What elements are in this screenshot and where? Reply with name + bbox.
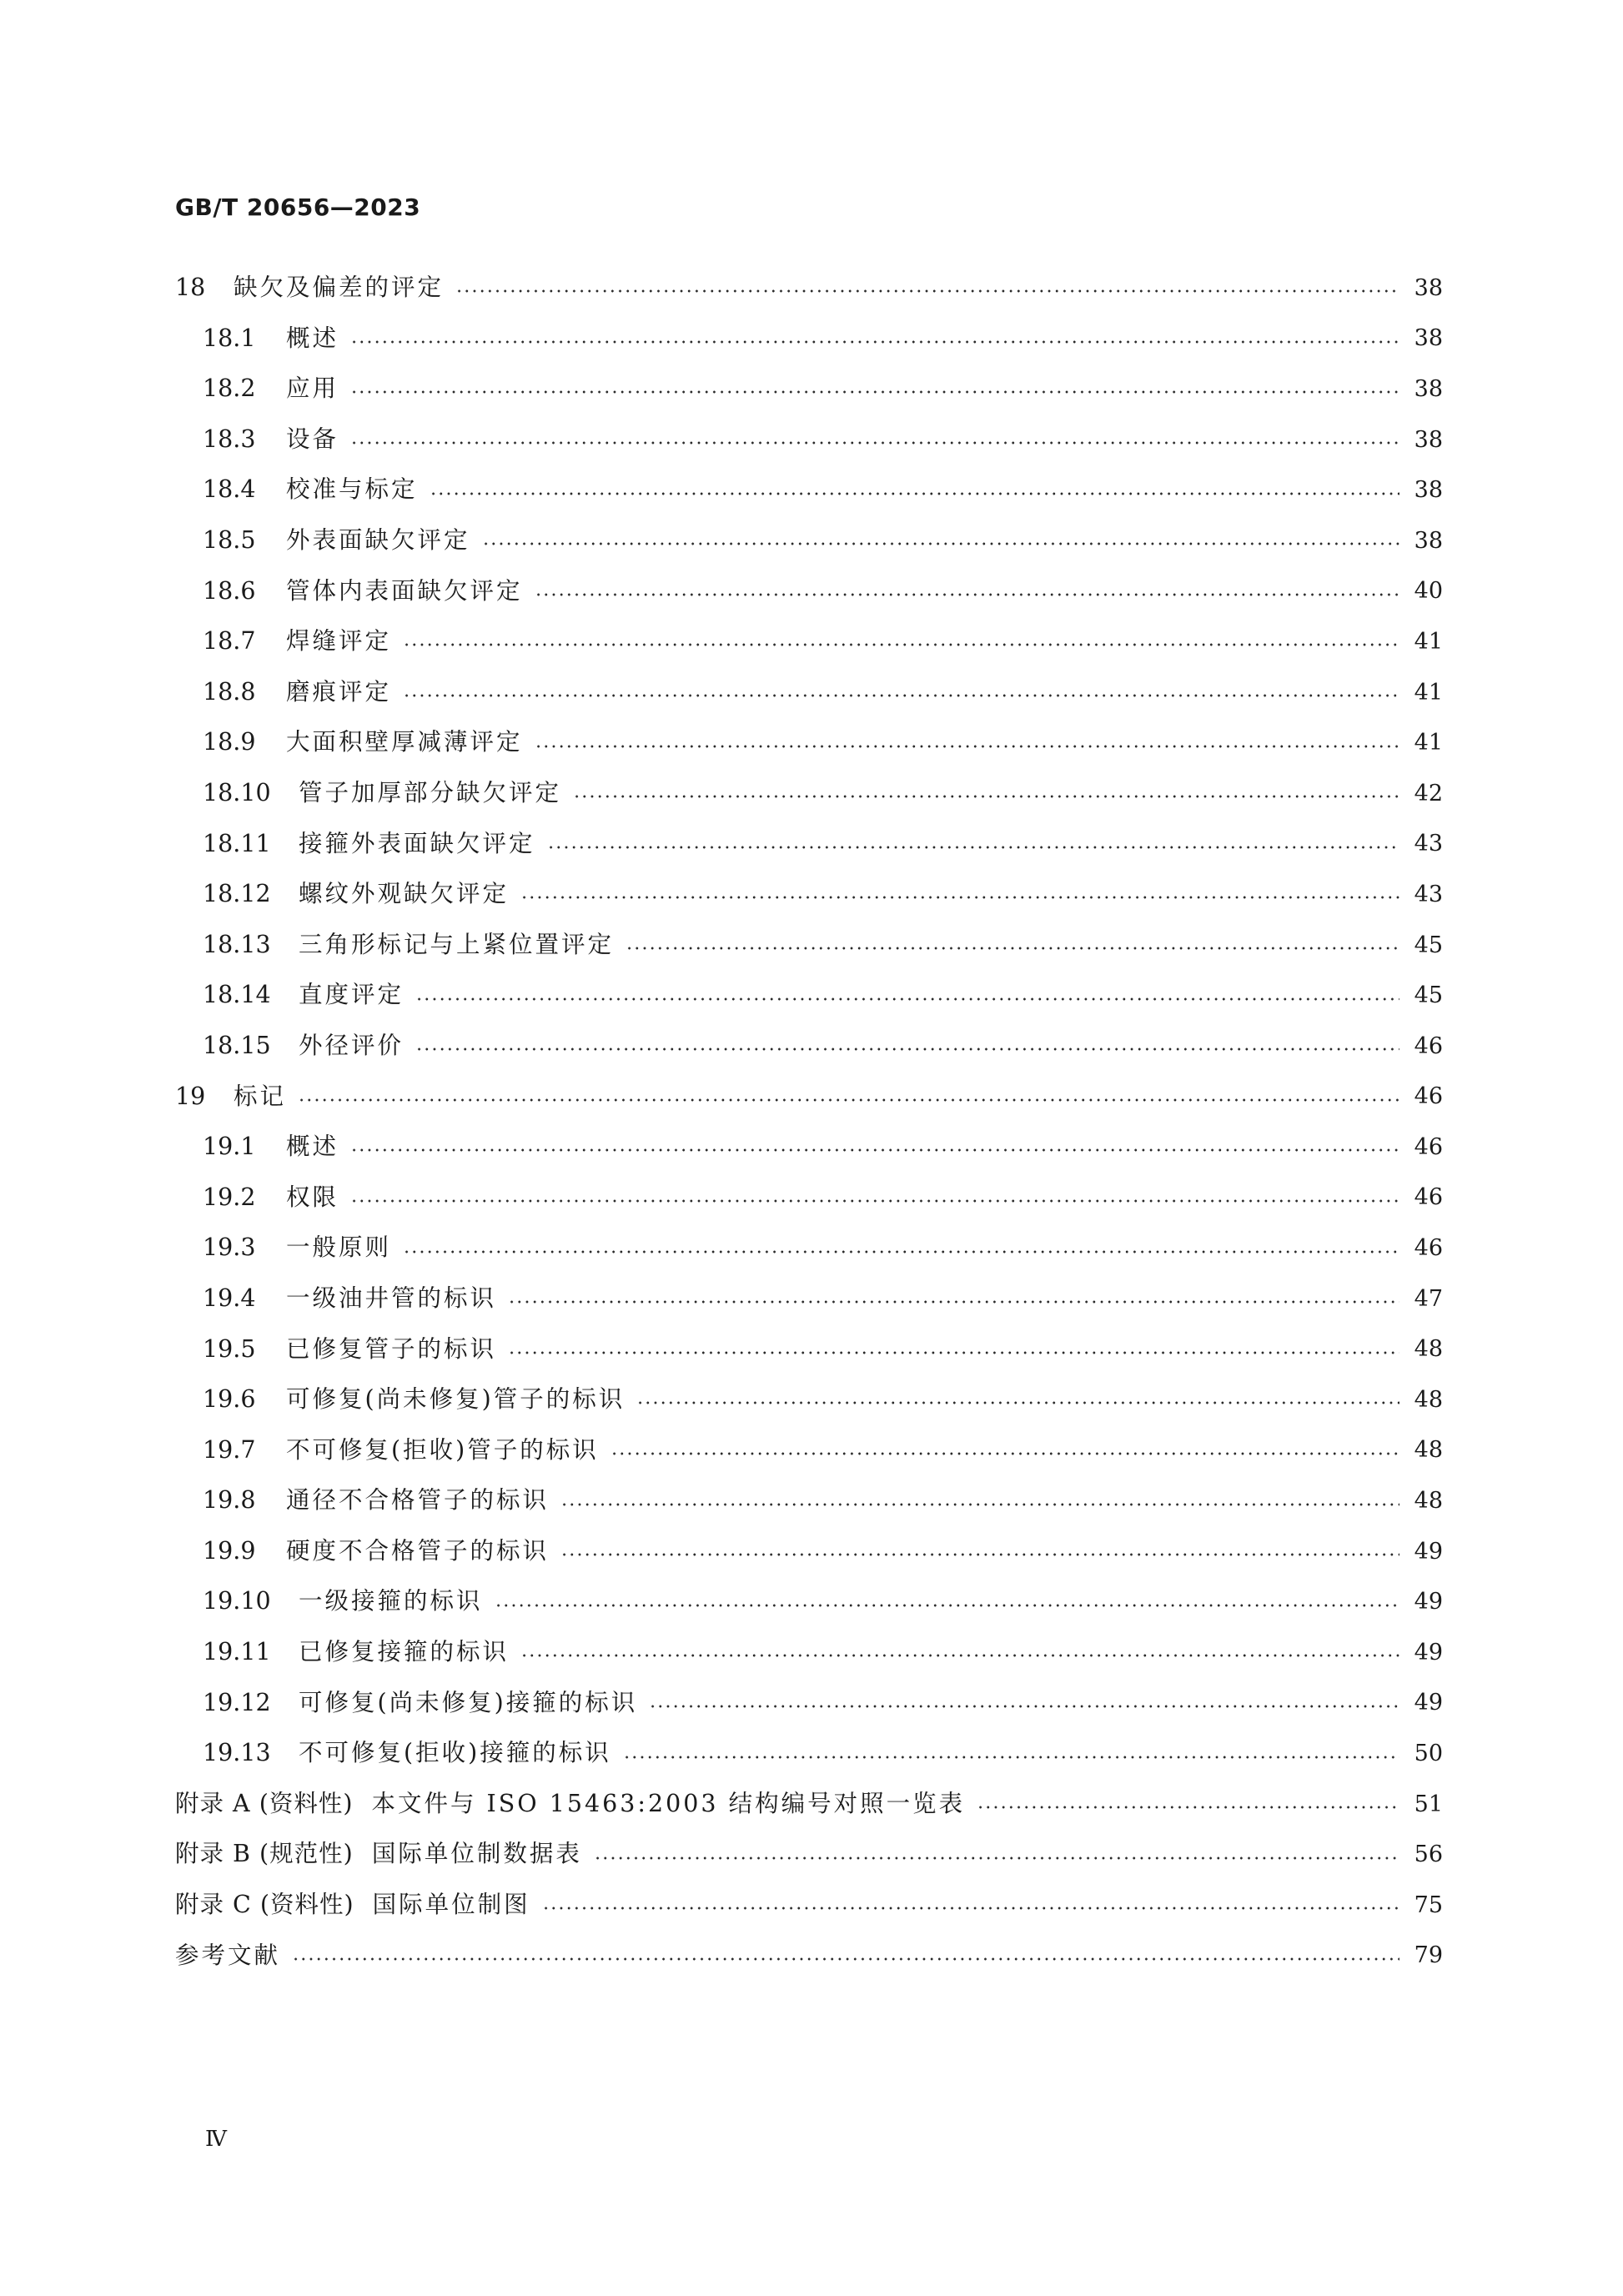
- toc-entry-title: 三角形标记与上紧位置评定: [299, 930, 615, 958]
- toc-entry[interactable]: [175, 1274, 1443, 1324]
- toc-entry-page: 38: [1414, 426, 1443, 453]
- toc-entry[interactable]: [175, 1223, 1443, 1274]
- toc-entry-page: 56: [1414, 1841, 1443, 1868]
- toc-entry[interactable]: [175, 1072, 1443, 1123]
- toc-entry-page: 47: [1414, 1285, 1443, 1312]
- toc-leader-dots: [292, 1957, 1399, 1961]
- toc-entry-number: 18.12: [203, 880, 271, 908]
- toc-entry-number: 19.7: [203, 1435, 256, 1464]
- toc-leader-dots: [350, 390, 1399, 394]
- toc-entry-title: 参考文献: [175, 1941, 281, 1969]
- toc-entry-number: 19.13: [203, 1739, 271, 1767]
- toc-leader-dots: [482, 542, 1399, 545]
- toc-leader-dots: [415, 1048, 1399, 1051]
- toc-entry-number: 19.9: [203, 1536, 256, 1565]
- toc-leader-dots: [535, 593, 1399, 596]
- toc-entry-title: 权限: [286, 1183, 339, 1211]
- toc-leader-dots: [520, 1654, 1399, 1657]
- toc-entry-page: 45: [1414, 982, 1443, 1009]
- toc-entry-page: 43: [1414, 831, 1443, 857]
- toc-entry-title: 应用: [286, 374, 339, 403]
- toc-entry-page: 46: [1414, 1083, 1443, 1110]
- toc-entry-number: 18.7: [203, 627, 256, 656]
- toc-entry-page: 41: [1414, 628, 1443, 655]
- toc-entry[interactable]: [175, 1779, 1443, 1830]
- toc-entry-title: 概述: [286, 1133, 339, 1161]
- toc-leader-dots: [350, 1148, 1399, 1152]
- toc-leader-dots: [649, 1705, 1399, 1708]
- toc-leader-dots: [430, 492, 1399, 495]
- toc-leader-dots: [520, 896, 1399, 899]
- toc-entry[interactable]: [175, 1829, 1443, 1880]
- toc-entry[interactable]: [175, 263, 1443, 314]
- toc-entry-page: 45: [1414, 932, 1443, 958]
- toc-entry[interactable]: [175, 1678, 1443, 1729]
- toc-entry-page: 46: [1414, 1133, 1443, 1160]
- toc-leader-dots: [455, 289, 1399, 293]
- toc-entry[interactable]: [175, 1576, 1443, 1627]
- toc-leader-dots: [350, 1199, 1399, 1203]
- toc-entry-number: 18.10: [203, 778, 271, 806]
- toc-entry-number: 19.10: [203, 1587, 271, 1615]
- toc-entry[interactable]: [175, 869, 1443, 920]
- toc-entry-number: 18.11: [203, 829, 271, 857]
- toc-entry-number: 18.2: [203, 374, 256, 403]
- toc-entry-title: 管子加厚部分缺欠评定: [299, 778, 562, 806]
- toc-entry-number: 18.1: [203, 324, 256, 352]
- toc-entry-title: 外表面缺欠评定: [286, 526, 470, 555]
- page-number: Ⅳ: [205, 2127, 226, 2152]
- toc-leader-dots: [626, 947, 1399, 950]
- toc-entry-title: 国际单位制数据表: [371, 1840, 582, 1868]
- toc-entry-number: 18.13: [203, 930, 271, 958]
- toc-entry-number: 19.11: [203, 1638, 271, 1666]
- toc-entry-title: 缺欠及偏差的评定: [234, 274, 445, 302]
- toc-leader-dots: [535, 745, 1399, 748]
- toc-entry[interactable]: [175, 364, 1443, 414]
- toc-entry[interactable]: [175, 1931, 1443, 1982]
- toc-entry[interactable]: [175, 1122, 1443, 1173]
- toc-entry-page: 79: [1414, 1942, 1443, 1969]
- toc-entry-title: 接箍外表面缺欠评定: [299, 829, 535, 857]
- toc-entry[interactable]: [175, 616, 1443, 667]
- toc-entry-page: 50: [1414, 1741, 1443, 1767]
- toc-entry[interactable]: [175, 1728, 1443, 1779]
- toc-entry-title: 本文件与 ISO 15463:2003 结构编号对照一览表: [371, 1789, 966, 1817]
- toc-entry-number: 19.1: [203, 1133, 256, 1161]
- toc-entry-number: 19.6: [203, 1385, 256, 1414]
- toc-entry-number: 18.6: [203, 576, 256, 605]
- toc-entry-title: 磨痕评定: [286, 677, 392, 706]
- toc-entry-number: 18: [175, 274, 206, 302]
- toc-entry-title: 焊缝评定: [286, 627, 392, 656]
- toc-entry-page: 38: [1414, 477, 1443, 504]
- toc-entry-title: 硬度不合格管子的标识: [286, 1536, 550, 1565]
- toc-entry-page: 49: [1414, 1538, 1443, 1565]
- toc-entry-page: 46: [1414, 1235, 1443, 1262]
- toc-entry-number: 19.4: [203, 1284, 256, 1312]
- toc-entry-page: 42: [1414, 780, 1443, 806]
- toc-leader-dots: [403, 643, 1399, 646]
- toc-entry-title: 校准与标定: [286, 475, 418, 504]
- toc-entry[interactable]: [175, 920, 1443, 971]
- toc-leader-dots: [977, 1806, 1399, 1809]
- toc-entry-title: 不可修复(拒收)接箍的标识: [299, 1739, 611, 1767]
- toc-leader-dots: [547, 846, 1399, 849]
- toc-entry-page: 38: [1414, 274, 1443, 301]
- toc-entry-title: 管体内表面缺欠评定: [286, 576, 523, 605]
- toc-leader-dots: [415, 997, 1399, 1001]
- toc-entry-title: 螺纹外观缺欠评定: [299, 880, 510, 908]
- toc-entry[interactable]: [175, 1374, 1443, 1425]
- toc-entry-page: 49: [1414, 1639, 1443, 1665]
- toc-entry[interactable]: [175, 1173, 1443, 1223]
- toc-entry[interactable]: [175, 1021, 1443, 1072]
- toc-entry-title: 已修复管子的标识: [286, 1334, 497, 1363]
- toc-entry[interactable]: [175, 1526, 1443, 1577]
- toc-leader-dots: [508, 1300, 1399, 1304]
- toc-entry[interactable]: [175, 1425, 1443, 1476]
- toc-entry[interactable]: [175, 768, 1443, 819]
- toc-entry[interactable]: [175, 566, 1443, 617]
- toc-entry-number: 18.14: [203, 981, 271, 1009]
- toc-leader-dots: [636, 1401, 1399, 1404]
- toc-entry[interactable]: [175, 819, 1443, 870]
- toc-leader-dots: [495, 1604, 1399, 1607]
- toc-entry-title: 设备: [286, 425, 339, 453]
- toc-entry-page: 48: [1414, 1488, 1443, 1515]
- toc-entry-title: 直度评定: [299, 981, 404, 1009]
- toc-entry-number: 18.5: [203, 526, 256, 555]
- toc-entry-number: 19.2: [203, 1183, 256, 1211]
- toc-leader-dots: [403, 694, 1399, 697]
- toc-entry-page: 48: [1414, 1386, 1443, 1413]
- toc-entry-page: 41: [1414, 679, 1443, 706]
- toc-entry-title: 已修复接箍的标识: [299, 1638, 510, 1666]
- toc-entry-title: 外径评价: [299, 1031, 404, 1059]
- toc-entry-title: 一级接箍的标识: [299, 1587, 483, 1615]
- toc-leader-dots: [542, 1907, 1399, 1910]
- toc-leader-dots: [350, 340, 1399, 344]
- toc-leader-dots: [350, 441, 1399, 445]
- toc-entry-number: 18.4: [203, 475, 256, 504]
- toc-entry-title: 通径不合格管子的标识: [286, 1486, 550, 1515]
- toc-entry-page: 49: [1414, 1690, 1443, 1716]
- toc-entry-title: 大面积壁厚减薄评定: [286, 728, 523, 756]
- toc-entry-page: 48: [1414, 1336, 1443, 1363]
- toc-entry-number: 18.3: [203, 425, 256, 453]
- toc-entry[interactable]: [175, 1880, 1443, 1931]
- toc-leader-dots: [560, 1503, 1399, 1506]
- toc-entry-number: 19.12: [203, 1688, 271, 1716]
- toc-entry[interactable]: [175, 1627, 1443, 1678]
- toc-entry-page: 48: [1414, 1437, 1443, 1464]
- toc-leader-dots: [623, 1756, 1399, 1759]
- toc-leader-dots: [573, 795, 1399, 798]
- toc-entry-page: 38: [1414, 527, 1443, 554]
- toc-entry[interactable]: [175, 1324, 1443, 1374]
- toc-entry-title: 可修复(尚未修复)管子的标识: [286, 1385, 626, 1414]
- toc-entry-number: 18.9: [203, 728, 256, 756]
- toc-entry-page: 40: [1414, 578, 1443, 605]
- toc-entry[interactable]: [175, 414, 1443, 465]
- toc-entry-number: 19.8: [203, 1486, 256, 1515]
- toc-entry-page: 51: [1414, 1791, 1443, 1817]
- toc-entry-page: 49: [1414, 1589, 1443, 1615]
- toc-entry-title: 不可修复(拒收)管子的标识: [286, 1435, 599, 1464]
- toc-entry-title: 标记: [234, 1082, 287, 1110]
- toc-entry-page: 38: [1414, 375, 1443, 402]
- toc-entry[interactable]: [175, 1475, 1443, 1526]
- toc-entry-number: 19.3: [203, 1233, 256, 1262]
- table-of-contents: [175, 263, 1443, 1981]
- toc-entry-number: 19.5: [203, 1334, 256, 1363]
- toc-entry-title: 国际单位制图: [372, 1891, 530, 1919]
- toc-entry-title: 一级油井管的标识: [286, 1284, 497, 1312]
- toc-entry-page: 46: [1414, 1032, 1443, 1059]
- toc-entry-page: 46: [1414, 1184, 1443, 1211]
- toc-entry-number: 18.8: [203, 677, 256, 706]
- toc-appendix-label: 附录 A (资料性): [175, 1789, 354, 1817]
- toc-entry-number: 19: [175, 1082, 206, 1110]
- toc-entry[interactable]: [175, 465, 1443, 515]
- toc-entry-title: 概述: [286, 324, 339, 352]
- toc-entry-page: 41: [1414, 730, 1443, 756]
- toc-entry[interactable]: [175, 515, 1443, 566]
- toc-appendix-label: 附录 B (规范性): [175, 1840, 354, 1868]
- toc-leader-dots: [594, 1856, 1399, 1860]
- toc-entry-title: 一般原则: [286, 1233, 392, 1262]
- toc-leader-dots: [611, 1452, 1399, 1455]
- toc-leader-dots: [560, 1553, 1399, 1556]
- toc-entry-page: 38: [1414, 325, 1443, 352]
- toc-entry-title: 可修复(尚未修复)接箍的标识: [299, 1688, 638, 1716]
- toc-entry[interactable]: [175, 667, 1443, 718]
- toc-entry-number: 18.15: [203, 1031, 271, 1059]
- toc-leader-dots: [298, 1098, 1399, 1102]
- toc-leader-dots: [508, 1351, 1399, 1354]
- toc-entry-page: 75: [1414, 1892, 1443, 1918]
- toc-entry-page: 43: [1414, 881, 1443, 907]
- toc-leader-dots: [403, 1250, 1399, 1254]
- document-id: GB/T 20656—2023: [175, 193, 421, 221]
- toc-entry[interactable]: [175, 314, 1443, 364]
- toc-entry[interactable]: [175, 717, 1443, 768]
- toc-appendix-label: 附录 C (资料性): [175, 1891, 354, 1919]
- toc-entry[interactable]: [175, 970, 1443, 1021]
